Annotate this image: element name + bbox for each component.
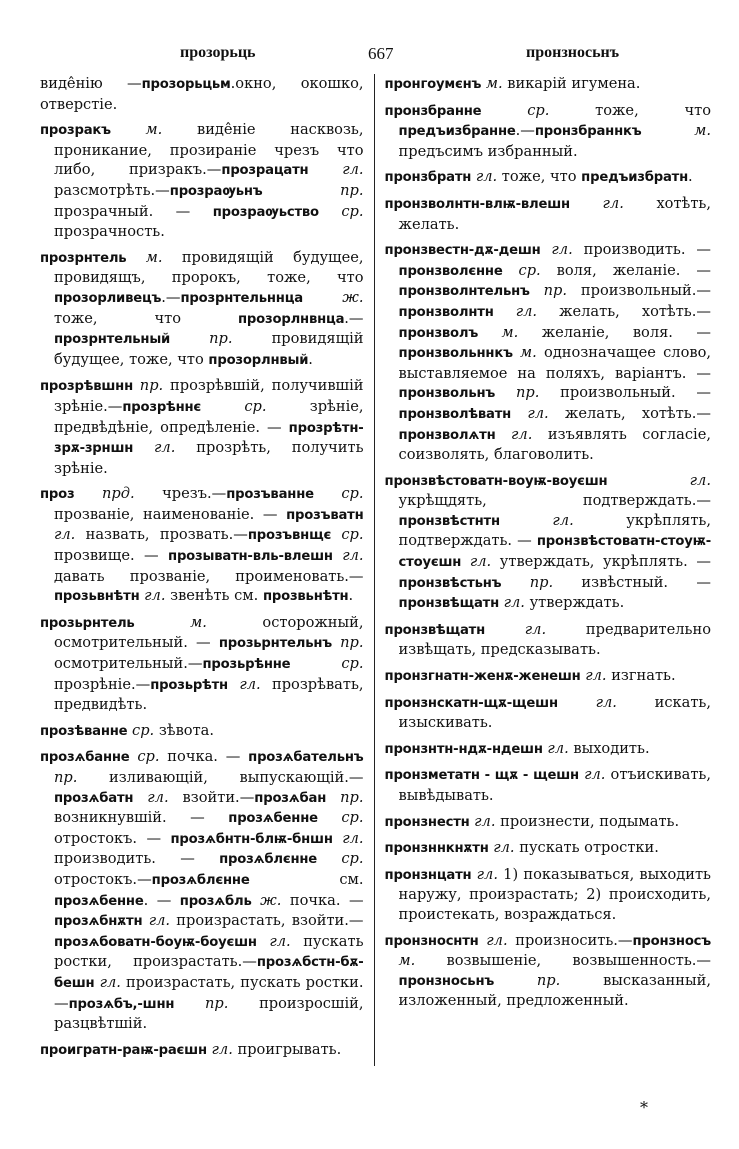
headword: пронзволєнне [398, 263, 503, 279]
headword: пронзвѣстоватн-воуѭ-воуєшн [384, 473, 608, 489]
definition-text: .— [161, 288, 181, 306]
headword: прозьрнтельнъ [218, 636, 332, 652]
headword: прозвьнѣтн [262, 589, 349, 605]
headword: пронзнтн-ндѫ-ндешн [384, 741, 543, 757]
dictionary-entry [385, 865, 711, 925]
headword: пронзбратн [384, 170, 472, 186]
grammar-abbrev: пр. [501, 573, 554, 591]
grammar-abbrev: ср. [318, 202, 364, 220]
grammar-abbrev: гл. [569, 194, 624, 212]
definition-text: произвольный. — [539, 384, 711, 402]
grammar-abbrev: гл. [485, 620, 547, 638]
headword: пронзбранне [384, 103, 482, 119]
definition-text: изгнать. [606, 667, 676, 685]
definition-text: произвольный.— [567, 282, 711, 300]
grammar-abbrev: гл. [578, 766, 606, 784]
headword: пронзвѣщатн [384, 622, 485, 638]
grammar-abbrev: ср. [201, 397, 267, 415]
definition-text: . [688, 168, 693, 186]
headword: прозорлнвый [208, 352, 309, 368]
grammar-abbrev: м. [512, 344, 537, 362]
grammar-abbrev: пр. [54, 769, 78, 786]
dictionary-entry [385, 194, 711, 234]
definition-text: . [230, 75, 236, 92]
headword: прозѧбнтн-блѭ-бншн [170, 831, 333, 847]
definition-text: отъискивать, вывѣдывать. [398, 766, 711, 804]
definition-text: пускать отростки. [514, 839, 659, 857]
dictionary-entry [385, 471, 711, 614]
headword: пронзннкнѫтн [384, 841, 489, 857]
definition-text: однозначащее слово, выставляемое на поляхъ, варіантъ. — [398, 344, 711, 382]
definition-text: укрѣплять, подтверждать. — [398, 511, 711, 550]
page-header [40, 40, 711, 74]
dictionary-entry [385, 74, 711, 95]
grammar-abbrev: ср. [290, 655, 364, 673]
headword: пронзвестн-дѫ-дешн [384, 243, 541, 259]
grammar-abbrev: гл. [308, 161, 364, 179]
grammar-abbrev: пр. [331, 634, 364, 652]
headword: прозѧбательнъ [248, 750, 364, 766]
grammar-abbrev: м. [641, 122, 711, 140]
grammar-abbrev: гл. [471, 865, 498, 883]
headword: прозѧбенне [54, 893, 144, 909]
headword: прозѧбанне [40, 750, 130, 766]
definition-text: прозрѣть, получить зрѣніе. [54, 439, 364, 477]
definition-text: утверждать, укрѣплять. — [491, 553, 711, 571]
grammar-abbrev: ср. [317, 809, 364, 827]
dictionary-entry [385, 620, 711, 660]
headword: пронзвѣстьнъ [398, 575, 502, 591]
dictionary-entry [40, 248, 364, 371]
dictionary-entry [385, 931, 711, 1011]
definition-text: хотѣть, желать. [398, 194, 711, 233]
definition-text: прозрѣвшій, получившій зрѣніе.— [54, 377, 364, 415]
grammar-abbrev: ж. [303, 288, 364, 306]
grammar-abbrev: пр. [495, 384, 540, 402]
dictionary-entry [40, 1040, 364, 1061]
definition-text: предъсимъ избранный. [398, 142, 578, 160]
headword: проз [40, 487, 75, 503]
headword: пронзбраннкъ [534, 124, 642, 140]
definition-text: . — [143, 891, 180, 909]
definition-text: произнести, подымать. [495, 812, 680, 830]
dictionary-entry [40, 74, 364, 114]
grammar-abbrev: ср. [317, 850, 364, 868]
definition-text: .— [515, 122, 535, 140]
grammar-abbrev: пр. [494, 971, 561, 989]
grammar-abbrev: гл. [499, 511, 574, 529]
grammar-abbrev: гл. [499, 594, 525, 612]
definition-text: прозрачность. [54, 223, 165, 241]
headword: прозракъ [40, 123, 111, 139]
headword: прозѧбъ,-шнн [68, 996, 175, 1012]
definition-text: утверждать. [524, 594, 625, 612]
headword: прозѣванне [40, 723, 128, 739]
definition-text: .— [344, 309, 364, 327]
headword: пронзволнтельнъ [398, 284, 530, 300]
definition-text: произрастать, пускать ростки. — [54, 973, 364, 1012]
dictionary-entry [385, 101, 711, 162]
definition-text: звенѣть см. [165, 587, 263, 605]
definition-text: искать, изыскивать. [398, 693, 711, 732]
dictionary-entry [385, 693, 711, 733]
definition-text: взойти.— [168, 788, 255, 806]
definition-text: изливающій, выпускающій.— [77, 769, 364, 786]
definition-text: укрѣщдять, подтверждать.— [398, 492, 711, 510]
grammar-abbrev: пр. [529, 282, 568, 300]
grammar-abbrev: м. [478, 323, 519, 341]
grammar-abbrev: ср. [481, 101, 550, 119]
definition-text: провидящій будущее, тоже, что [54, 330, 364, 368]
grammar-abbrev: гл. [54, 526, 76, 544]
headword: прозѧбстн-бѫ-бешн [54, 955, 364, 991]
header-left-word: прозорьць [180, 44, 256, 61]
grammar-abbrev: пр. [174, 994, 229, 1012]
definition-text: тоже, что [54, 309, 239, 327]
definition-text: пускать ростки, произрастать.— [54, 932, 364, 971]
headword: прозрѣвшнн [40, 379, 133, 395]
definition-text: возвышеніе, возвышенность.— [415, 952, 711, 970]
grammar-abbrev: гл. [488, 839, 515, 857]
definition-text: воля, желаніе. — [540, 261, 711, 279]
definition-text: викарій игумена. [502, 75, 641, 92]
right-column [375, 74, 711, 1066]
grammar-abbrev: гл. [469, 812, 496, 830]
definition-text: давать прозваніе, проименовать.— [54, 567, 364, 585]
headword: прозрѣтн-зрѫ-зрншн [54, 420, 364, 457]
definition-text: прозваніе, наименованіе. — [54, 505, 287, 523]
grammar-abbrev: гл. [607, 471, 711, 489]
headword: пронзвольнъ [398, 386, 496, 402]
dictionary-entry [40, 747, 364, 1033]
grammar-abbrev: гл. [139, 587, 166, 605]
definition-text: . [308, 350, 313, 368]
headword: пронзвѣщатн [398, 596, 499, 612]
grammar-abbrev: гл. [227, 675, 261, 693]
definition-text: провидящій будущее, провидящъ, пророкъ, тоже, что [54, 248, 364, 287]
grammar-abbrev: гл. [94, 973, 121, 991]
grammar-abbrev: пр. [326, 788, 364, 806]
grammar-abbrev: гл. [133, 439, 176, 457]
headword: прозъванне [226, 487, 314, 503]
definition-text: проигрывать. [232, 1040, 342, 1058]
grammar-abbrev: прд. [74, 485, 135, 503]
grammar-abbrev: ср. [502, 261, 541, 279]
headword: прозъвнщє [247, 528, 332, 544]
definition-text: прозрѣніе.— [54, 675, 151, 693]
headword: прозѧбоватн-боуѭ-боуєшн [54, 934, 257, 950]
definition-text: почка. — [281, 891, 364, 909]
grammar-abbrev: пр. [133, 377, 164, 395]
headword: прозѧбан [254, 790, 327, 806]
columns [40, 74, 711, 1066]
definition-text: произносить.— [507, 931, 633, 949]
definition-text: прозрѣвать, предвидѣть. [54, 675, 364, 714]
dictionary-entry [385, 812, 711, 833]
grammar-abbrev: гл. [206, 1040, 233, 1058]
headword: пронзволъ [398, 325, 479, 341]
headword: прозъватн [286, 507, 364, 523]
headword: прозѧбль [179, 893, 252, 909]
dictionary-entry [40, 721, 364, 742]
grammar-abbrev: гл. [332, 547, 364, 565]
dictionary-entry [40, 484, 364, 607]
grammar-abbrev: гл. [332, 829, 364, 847]
headword: прозѧблєнне [219, 852, 318, 868]
definition-text: отростокъ. — [54, 829, 171, 847]
grammar-abbrev: гл. [493, 302, 538, 320]
headword: прозьвнѣтн [54, 589, 140, 605]
definition-text: . [348, 587, 354, 605]
headword: пронзноснтн [384, 933, 479, 949]
definition-text: виде̂нію — [40, 75, 142, 92]
headword: пронзволнтн-влѭ-влешн [384, 196, 570, 212]
definition-text: зѣвота. [154, 721, 215, 739]
dictionary-entry [385, 838, 711, 859]
header-right-word: пронзносьнъ [526, 44, 620, 61]
definition-text: прозрачный. — [54, 202, 213, 220]
definition-text: почка. — [159, 748, 249, 766]
definition-text: чрезъ.— [134, 485, 227, 503]
headword: пронзволнтн [398, 304, 494, 320]
grammar-abbrev: м. [481, 75, 503, 92]
headword: предъизбранне [398, 124, 516, 140]
grammar-abbrev: ср. [331, 526, 364, 544]
grammar-abbrev: гл. [540, 241, 573, 259]
headword: прозрнтельннца [180, 290, 303, 306]
grammar-abbrev: ж. [251, 891, 282, 909]
grammar-abbrev: гл. [557, 693, 617, 711]
grammar-abbrev: гл. [495, 425, 533, 443]
dictionary-entry [385, 240, 711, 465]
definition-text: извѣстный. — [553, 573, 711, 591]
grammar-abbrev: гл. [133, 788, 169, 806]
definition-text: изъявлять согласіе, соизволять, благоволить. [398, 425, 711, 464]
dictionary-entry [385, 666, 711, 687]
dictionary-entry [40, 613, 364, 715]
headword: прозьрнтель [40, 615, 135, 631]
headword: проигратн-раѭ-раєшн [40, 1042, 207, 1058]
definition-text: осмотрительный.— [54, 655, 203, 673]
headword: прозраѹьнъ [169, 183, 263, 199]
definition-text: предварительно извѣщать, предсказывать. [398, 620, 711, 659]
definition-text: выходить. [568, 739, 650, 757]
headword: пронзвольннкъ [398, 346, 513, 362]
definition-text: отростокъ.— [54, 870, 152, 888]
grammar-abbrev: ср. [313, 485, 364, 503]
grammar-abbrev: гл. [580, 667, 607, 685]
grammar-abbrev: гл. [471, 168, 498, 186]
headword: пронгоумєнъ [384, 77, 482, 92]
definition-text: высказанный, изложенный, предложенный. [398, 971, 711, 1010]
grammar-abbrev: гл. [461, 553, 492, 571]
definition-text: прозвище. — [54, 547, 169, 565]
grammar-abbrev: м. [134, 613, 207, 631]
definition-text: разсмотрѣть.— [54, 181, 170, 199]
dictionary-entry [385, 765, 711, 805]
definition-text: виде̂ніе насквозь, проникание, прозираніе чрезъ что либо, призракъ.— [54, 121, 364, 179]
definition-text: 1) показываться, выходить наружу, произрастать; 2) происходить, проистекать, возраждаться. [398, 865, 711, 923]
left-column [40, 74, 375, 1066]
headword: прозрнтельный [54, 332, 171, 348]
grammar-abbrev: ср. [127, 721, 155, 739]
grammar-abbrev: гл. [256, 932, 291, 950]
definition-text: произрастать, взойти.— [170, 912, 364, 930]
definition-text: назвать, прозвать.— [75, 526, 248, 544]
dictionary-entry [385, 167, 711, 188]
definition-text: желать, хотѣть.— [548, 404, 711, 422]
headword: прозѧбатн [54, 790, 134, 806]
dictionary-entry [385, 739, 711, 760]
definition-text: желаніе, воля. — [518, 323, 711, 341]
definition-text: желать, хотѣть.— [537, 302, 711, 320]
headword: прозрацатн [221, 163, 309, 179]
footer-mark: * [640, 1098, 648, 1117]
definition-text: см. [249, 870, 364, 888]
headword: пронзносьнъ [398, 973, 495, 989]
definition-text: производить. — [54, 850, 220, 868]
page-number: 667 [368, 44, 394, 63]
grammar-abbrev: м. [398, 952, 416, 970]
headword: прозѧбнѫтн [54, 914, 143, 930]
headword: прозьрѣтн [150, 677, 228, 693]
headword: прозраѹьство [212, 204, 319, 220]
grammar-abbrev: ср. [129, 748, 160, 766]
definition-text: произросшій, разцвѣтшій. [54, 994, 364, 1033]
headword: прозорлнвнца [238, 311, 345, 327]
grammar-abbrev: гл. [511, 404, 549, 422]
grammar-abbrev: гл. [478, 931, 508, 949]
headword: прозрѣннє [122, 399, 202, 415]
definition-text: возникнувшій. — [54, 809, 229, 827]
definition-text: тоже, что [497, 168, 582, 186]
headword: прозрнтель [40, 250, 127, 266]
headword: пронзнестн [384, 814, 470, 830]
definition-text: зрѣніе, предвѣдѣніе, опредѣленіе. — [54, 397, 364, 436]
headword: пронзметатн - щѫ - щешн [384, 768, 579, 784]
grammar-abbrev: м. [126, 248, 163, 266]
headword: прозыватн-вль-влешн [168, 549, 333, 565]
headword: предъизбратн [581, 170, 689, 186]
grammar-abbrev: пр. [262, 181, 364, 199]
headword: пронзгнатн-женѫ-женешн [384, 669, 581, 685]
headword: пронзвѣстнтн [398, 513, 500, 529]
headword: пронзвѣстоватн-стоуѭ-стоуєшн [398, 534, 711, 571]
headword: прозѧблєнне [151, 872, 250, 888]
grammar-abbrev: гл. [542, 739, 569, 757]
definition-text: производить. — [572, 241, 711, 259]
definition-text: тоже, что [549, 101, 711, 119]
grammar-abbrev: пр. [170, 330, 233, 348]
headword: прозьрѣнне [202, 657, 291, 673]
headword: пронзволѧтн [398, 427, 496, 443]
headword: пронзносъ [632, 933, 711, 949]
definition-text: осторожный, осмотрительный. — [54, 613, 364, 652]
headword: пронзнскатн-щѫ-щешн [384, 695, 558, 711]
headword: прозорьцьм [141, 77, 231, 92]
headword: пронзволѣватн [398, 406, 512, 422]
headword: прозорливецъ [54, 290, 162, 306]
definition-text: окно, окошко, отверстіе. [40, 75, 364, 113]
grammar-abbrev: м. [110, 121, 163, 139]
grammar-abbrev: гл. [142, 912, 170, 930]
dictionary-entry [40, 120, 364, 242]
dictionary-entry [40, 376, 364, 478]
headword: пронзнцатн [384, 867, 472, 883]
headword: прозѧбенне [228, 811, 318, 827]
